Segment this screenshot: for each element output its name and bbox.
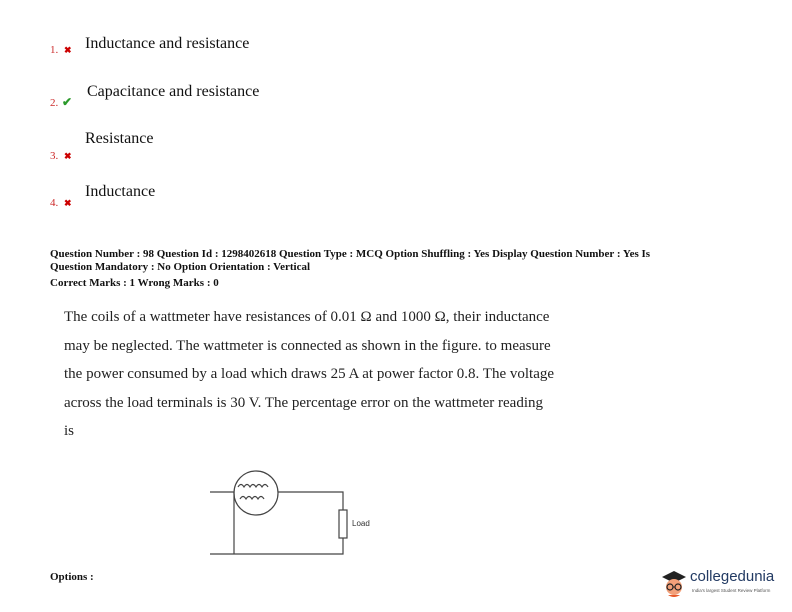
question-text [64, 303, 624, 446]
wrong-mark-icon: ✖ [64, 45, 72, 55]
options-label: Options : [50, 571, 94, 583]
option-text: Resistance [85, 130, 154, 147]
wrong-mark-icon: ✖ [64, 198, 72, 208]
load-label: Load [352, 519, 370, 528]
option-number: 2. [50, 97, 59, 109]
option-number: 3. [50, 150, 59, 162]
option-text: Inductance [85, 183, 156, 200]
wrong-mark-icon: ✖ [64, 151, 72, 161]
question-line: may be neglected. The wattmeter is connected as shown in the figure. to measure [64, 337, 551, 354]
question-line: across the load terminals is 30 V. The percentage error on the wattmeter reading [64, 394, 544, 411]
logo-tagline: India's largest Student Review Platform [692, 588, 771, 593]
question-line: is [64, 423, 75, 439]
logo-name: collegedunia [690, 568, 775, 585]
collegedunia-logo [660, 565, 788, 605]
option-1[interactable] [0, 30, 400, 70]
question-marks: Correct Marks : 1 Wrong Marks : 0 [50, 277, 219, 289]
option-number: 1. [50, 44, 59, 56]
option-text: Inductance and resistance [85, 35, 250, 52]
option-number: 4. [50, 197, 59, 209]
option-text: Capacitance and resistance [87, 83, 260, 100]
question-line: The coils of a wattmeter have resistances of 0.01 Ω and 1000 Ω, their inductance [64, 309, 550, 325]
question-meta-line1: Question Number : 98 Question Id : 1298402618 Question Type : MCQ Option Shuffling : Yes Display Question Number : Yes Is [50, 248, 651, 260]
wattmeter-circuit-diagram [200, 470, 400, 560]
correct-mark-icon: ✔ [62, 95, 73, 109]
question-meta-line2: Question Mandatory : No Option Orientation : Vertical [50, 261, 311, 273]
graduate-icon [660, 569, 688, 599]
option-2[interactable] [0, 80, 400, 120]
question-line: the power consumed by a load which draws 25 A at power factor 0.8. The voltage [64, 366, 555, 382]
option-3[interactable] [0, 128, 400, 168]
option-4[interactable] [0, 182, 400, 222]
